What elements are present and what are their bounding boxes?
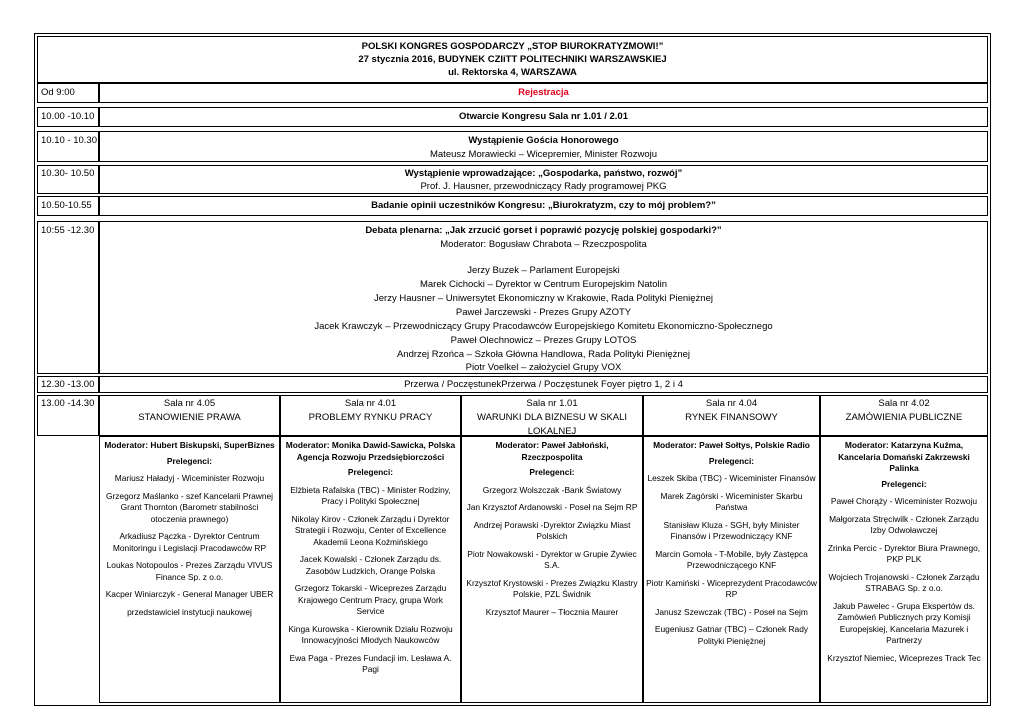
speaker-entry: Grzegorz Tokarski - Wiceprezes Zarządu Krajowego Centrum Pracy, grupa Work Service	[294, 583, 447, 616]
time-cell	[37, 395, 99, 436]
break-title: Przerwa / PoczęstunekPrzerwa / Poczęstunek Foyer piętro 1, 2 i 4	[404, 379, 683, 390]
panelist: Jacek Krawczyk – Przewodniczący Grupy Pracodawców Europejskiego Komitetu Ekonomiczno-Społecznego	[314, 321, 773, 332]
session-header	[99, 395, 280, 436]
time-label: 10.50-10.55	[41, 200, 92, 211]
speaker-entry: Nikolay Kirov - Członek Zarządu i Dyrektor Strategii i Rozwoju, Center of Excellence Akademii Leona Koźmińskiego	[291, 513, 450, 547]
speakers-heading: Prelegenci:	[347, 467, 394, 477]
panelist: Jerzy Hausner – Uniwersytet Ekonomiczny w Krakowie, Rada Polityki Pieniężnej	[374, 293, 713, 304]
speaker-entry: Paweł Chorąży - Wiceminister Rozwoju	[830, 496, 978, 506]
time-label: 10.00 -10.10	[41, 111, 95, 122]
session-name: PROBLEMY RYNKU PRACY	[308, 412, 433, 423]
speaker-entry: Jan Krzysztof Ardanowski - Poseł na Sejm RP	[466, 502, 638, 512]
session-body	[820, 436, 988, 703]
speaker-entry: Jakub Pawelec - Grupa Ekspertów ds. Zamówień Publicznych przy Komisji Europejskiej, Kancelaria Mazurek i Partnerzy	[833, 600, 975, 645]
time-label: 10.30- 10.50	[41, 168, 95, 179]
panelist: Andrzej Rzońca – Szkoła Główna Handlowa, Rada Polityki Pieniężnej	[396, 349, 691, 360]
speaker-entry: Leszek Skiba (TBC) - Wiceminister Finansów	[647, 473, 816, 483]
guest-speech-row	[99, 131, 988, 162]
time-label: 10.10 - 10.30	[41, 135, 97, 146]
agenda-header	[37, 36, 988, 83]
time-cell	[37, 196, 99, 216]
survey-row	[99, 196, 988, 216]
speaker-entry: Krzysztof Maurer – Tłocznia Maurer	[485, 606, 619, 617]
session-room: Sala nr 4.01	[344, 398, 397, 409]
debate-moderator: Moderator: Bogusław Chrabota – Rzeczpospolita	[440, 239, 647, 250]
time-cell	[37, 131, 99, 162]
speaker-entry: Arkadiusz Pączka - Dyrektor Centrum Monitoringu i Legislacji Pracodawców RP	[112, 531, 267, 553]
session-room: Sala nr 4.02	[878, 398, 930, 409]
speaker-entry: Krzysztof Niemiec, Wiceprezes Track Tec	[827, 652, 981, 663]
session-moderator: Moderator: Monika Dawid-Sawicka, Polska Agencja Rozwoju Przedsiębiorczości	[285, 440, 456, 462]
speaker-entry: Kacper Winiarczyk - General Manager UBER	[105, 589, 274, 599]
time-cell	[37, 221, 99, 374]
session-moderator: Moderator: Hubert Biskupski, SuperBiznes	[104, 440, 275, 450]
speaker-entry: Marek Zagórski - Wiceminister Skarbu Państwa	[660, 490, 803, 512]
opening-row	[99, 107, 988, 127]
opening-title: Otwarcie Kongresu Sala nr 1.01 / 2.01	[459, 111, 628, 122]
guest-speech-speaker: Mateusz Morawiecki – Wicepremier, Minister Rozwoju	[429, 149, 657, 160]
time-cell	[37, 376, 99, 393]
speaker-entry: Eugeniusz Gatnar (TBC) – Członek Rady Polityki Pieniężnej	[654, 624, 809, 646]
panelist: Piotr Voelkel – założyciel Grupy VOX	[465, 362, 622, 373]
speaker-entry: Loukas Notopoulos - Prezes Zarządu VIVUS Finance Sp. z o.o.	[106, 560, 273, 582]
speaker-entry: Grzegorz Wolszczak -Bank Światowy	[482, 484, 622, 495]
speaker-entry: Mariusz Haładyj - Wiceminister Rozwoju	[114, 473, 265, 483]
debate-title: Debata plenarna: „Jak zrzucić gorset i poprawić pozycję polskiej gospodarki?”	[365, 225, 722, 236]
session-header	[461, 395, 643, 436]
speaker-entry: Ewa Paga - Prezes Fundacji im. Lesława A. Pagi	[289, 652, 452, 674]
session-header	[280, 395, 461, 436]
session-room: Sala nr 1.01	[526, 398, 578, 409]
speaker-entry: Wojciech Trojanowski - Członek Zarządu STRABAG Sp. z o.o.	[828, 571, 980, 593]
speaker-entry: Zrinka Percic - Dyrektor Biura Prawnego, PKP PLK	[827, 542, 981, 564]
break-row	[99, 376, 988, 393]
time-label: Od 9:00	[41, 87, 75, 98]
speaker-entry: Grzegorz Maślanko - szef Kancelarii Prawnej Grant Thornton (Barometr stabilności otoczenia prawnego)	[105, 490, 274, 524]
intro-speech-row	[99, 165, 988, 194]
session-header	[820, 395, 988, 436]
time-cell	[37, 83, 99, 103]
speakers-heading: Prelegenci:	[529, 467, 575, 477]
event-date-venue: 27 stycznia 2016, BUDYNEK CZIiTT POLITECHNIKI WARSZAWSKIEJ	[358, 54, 667, 65]
time-label: 10:55 -12.30	[41, 225, 95, 236]
survey-title: Badanie opinii uczestników Kongresu: „Biurokratyzm, czy to mój problem?”	[371, 200, 716, 211]
speaker-entry: Marcin Gomoła - T-Mobile, były Zastępca Przewodniczącego KNF	[655, 548, 808, 570]
speaker-entry: Piotr Nowakowski - Dyrektor w Grupie Żywiec S.A.	[467, 548, 637, 570]
plenary-debate-row	[99, 221, 988, 374]
session-moderator: Moderator: Paweł Sołtys, Polskie Radio	[653, 440, 810, 450]
speaker-entry: Elżbieta Rafalska (TBC) - Minister Rodziny, Pracy i Polityki Społecznej	[290, 484, 451, 506]
speaker-entry: Stanisław Kluza - SGH, były Minister Finansów i Przewodniczący KNF	[663, 519, 800, 541]
speaker-entry: Piotr Kamiński - Wiceprezydent Pracodawców RP	[646, 577, 817, 599]
registration-title: Rejestracja	[518, 87, 569, 98]
session-room: Sala nr 4.04	[705, 398, 758, 409]
speaker-entry: Jacek Kowalski - Członek Zarządu ds. Zasobów Ludzkich, Orange Polska	[299, 554, 442, 576]
speaker-entry: Krzysztof Krystowski - Prezes Związku Klastry Polskie, PZL Świdnik	[466, 577, 638, 599]
time-label: 13.00 -14.30	[41, 398, 95, 409]
speaker-entry: Małgorzata Stręciwilk - Członek Zarządu Izby Odwoławczej	[829, 513, 979, 535]
session-room: Sala nr 4.05	[163, 398, 216, 409]
intro-speech-speaker: Prof. J. Hausner, przewodniczący Rady programowej PKG	[420, 181, 667, 192]
session-body	[643, 436, 820, 703]
intro-speech-title: Wystąpienie wprowadzające: „Gospodarka, państwo, rozwój”	[404, 168, 683, 179]
registration-row	[99, 83, 988, 103]
panelist: Paweł Jarczewski - Prezes Grupy AZOTY	[455, 307, 632, 318]
session-body	[99, 436, 280, 703]
guest-speech-title: Wystąpienie Gościa Honorowego	[468, 135, 619, 146]
time-label: 12.30 -13.00	[41, 379, 95, 390]
session-header	[643, 395, 820, 436]
session-name: WARUNKI DLA BIZNESU W SKALI LOKALNEJ	[476, 412, 628, 437]
time-cell	[37, 165, 99, 194]
speaker-entry: przedstawiciel instytucji naukowej	[127, 606, 252, 617]
session-body	[280, 436, 461, 703]
speakers-heading: Prelegenci:	[708, 455, 755, 466]
speaker-entry: Janusz Szewczak (TBC) - Poseł na Sejm	[655, 606, 808, 617]
session-body	[461, 436, 643, 703]
speaker-entry: Andrzej Porawski -Dyrektor Związku Miast Polskich	[473, 519, 631, 541]
panelist: Marek Cichocki – Dyrektor w Centrum Europejskim Natolin	[419, 279, 668, 290]
session-moderator: Moderator: Katarzyna Kuźma, Kancelaria Domański Zakrzewski Palinka	[838, 440, 970, 473]
session-name: STANOWIENIE PRAWA	[138, 412, 241, 423]
panelist: Paweł Olechnowicz – Prezes Grupy LOTOS	[450, 335, 637, 346]
session-moderator: Moderator: Paweł Jabłoński, Rzeczpospolita	[495, 440, 609, 462]
session-name: RYNEK FINANSOWY	[685, 412, 778, 423]
speakers-heading: Prelegenci:	[166, 455, 213, 466]
event-title: POLSKI KONGRES GOSPODARCZY „STOP BIUROKRATYZMOWI!”	[361, 41, 664, 52]
event-address: ul. Rektorska 4, WARSZAWA	[448, 67, 577, 78]
agenda-document	[34, 33, 991, 706]
session-name: ZAMÓWIENIA PUBLICZNE	[845, 412, 963, 423]
speakers-heading: Prelegenci:	[881, 478, 927, 489]
panelist: Jerzy Buzek – Parlament Europejski	[467, 265, 620, 276]
time-cell	[37, 107, 99, 127]
speaker-entry: Kinga Kurowska - Kierownik Działu Rozwoju Innowacyjności Młodych Naukowców	[288, 623, 453, 645]
